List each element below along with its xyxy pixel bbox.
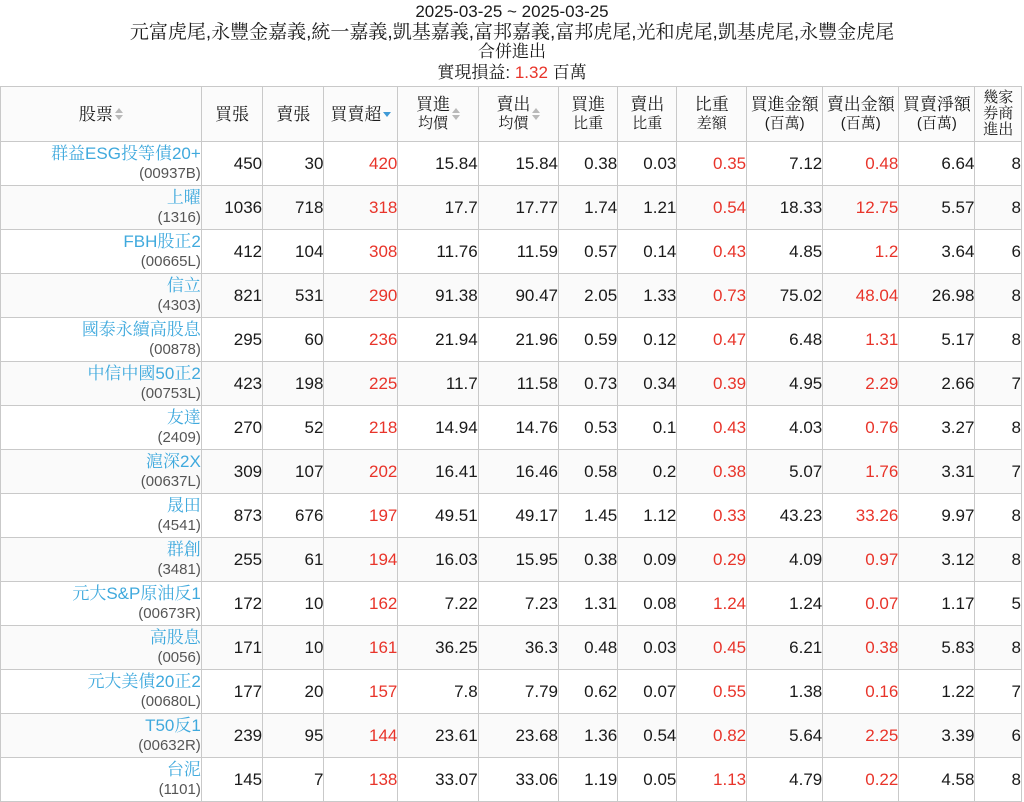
column-header-sell-avg[interactable]: [478, 87, 558, 142]
cell-sell-amount: 2.25: [823, 714, 899, 758]
cell-buy-weight: 0.57: [559, 230, 618, 274]
stock-name[interactable]: 國泰永續高股息: [81, 319, 201, 339]
realized-profit: [0, 62, 1024, 84]
stock-code: (3481): [157, 560, 201, 578]
sort-arrows-icon[interactable]: [532, 108, 540, 120]
column-sublabel: 均價: [418, 115, 449, 132]
cell-buy-lots: 270: [201, 406, 262, 450]
cell-net-lots: 161: [324, 626, 398, 670]
cell-sell-lots: 52: [263, 406, 324, 450]
table-row[interactable]: [1, 230, 1022, 274]
table-row[interactable]: [1, 274, 1022, 318]
table-row[interactable]: [1, 582, 1022, 626]
cell-stock[interactable]: [1, 626, 202, 670]
cell-stock[interactable]: [1, 758, 202, 802]
cell-buy-avg: 16.03: [398, 538, 478, 582]
cell-weight-diff: 0.82: [677, 714, 747, 758]
cell-net-lots: 420: [324, 142, 398, 186]
cell-weight-diff: 0.39: [677, 362, 747, 406]
broker-trading-table: [0, 86, 1022, 802]
stock-name[interactable]: 信立: [166, 275, 201, 295]
column-sublabel: 比重: [573, 115, 604, 132]
cell-buy-amount: 1.24: [747, 582, 823, 626]
cell-sell-weight: 0.08: [618, 582, 677, 626]
stock-code: (0056): [157, 648, 201, 666]
cell-sell-weight: 0.05: [618, 758, 677, 802]
cell-sell-lots: 531: [263, 274, 324, 318]
cell-buy-lots: 171: [201, 626, 262, 670]
cell-broker-count: 8: [975, 538, 1022, 582]
column-header-buy-amount[interactable]: [747, 87, 823, 142]
cell-sell-avg: 49.17: [478, 494, 558, 538]
cell-sell-avg: 33.06: [478, 758, 558, 802]
cell-broker-count: 7: [975, 450, 1022, 494]
cell-buy-weight: 0.38: [559, 142, 618, 186]
cell-sell-avg: 11.58: [478, 362, 558, 406]
cell-broker-count: 8: [975, 274, 1022, 318]
cell-net-amount: 4.58: [899, 758, 975, 802]
cell-buy-avg: 11.7: [398, 362, 478, 406]
cell-weight-diff: 0.38: [677, 450, 747, 494]
column-header-buy-weight[interactable]: [559, 87, 618, 142]
cell-broker-count: 8: [975, 406, 1022, 450]
cell-sell-lots: 60: [263, 318, 324, 362]
merge-label: 合併進出: [478, 42, 546, 61]
cell-stock[interactable]: [1, 186, 202, 230]
cell-buy-weight: 0.53: [559, 406, 618, 450]
cell-sell-weight: 0.2: [618, 450, 677, 494]
cell-net-amount: 3.31: [899, 450, 975, 494]
cell-sell-avg: 11.59: [478, 230, 558, 274]
cell-stock[interactable]: [1, 230, 202, 274]
column-header-sell-amount[interactable]: [823, 87, 899, 142]
cell-net-amount: 2.66: [899, 362, 975, 406]
column-label: 買進金額: [750, 95, 819, 114]
cell-weight-diff: 0.73: [677, 274, 747, 318]
cell-net-amount: 1.17: [899, 582, 975, 626]
cell-sell-lots: 104: [263, 230, 324, 274]
cell-buy-amount: 43.23: [747, 494, 823, 538]
cell-buy-lots: 177: [201, 670, 262, 714]
cell-net-lots: 144: [324, 714, 398, 758]
column-label: 買張: [214, 104, 249, 124]
cell-sell-weight: 0.03: [618, 626, 677, 670]
cell-sell-lots: 10: [263, 582, 324, 626]
column-label: 幾家券商進出: [983, 89, 1014, 138]
cell-sell-lots: 718: [263, 186, 324, 230]
cell-buy-weight: 1.45: [559, 494, 618, 538]
cell-buy-weight: 0.73: [559, 362, 618, 406]
cell-buy-avg: 7.8: [398, 670, 478, 714]
cell-buy-amount: 75.02: [747, 274, 823, 318]
cell-buy-lots: 412: [201, 230, 262, 274]
cell-broker-count: 8: [975, 142, 1022, 186]
cell-stock[interactable]: [1, 406, 202, 450]
table-row[interactable]: [1, 538, 1022, 582]
table-row[interactable]: [1, 758, 1022, 802]
cell-sell-amount: 0.07: [823, 582, 899, 626]
stock-name[interactable]: 晟田: [166, 495, 201, 515]
column-sublabel: 差額: [696, 115, 727, 132]
stock-name[interactable]: 上曜: [166, 187, 201, 207]
cell-sell-lots: 10: [263, 626, 324, 670]
cell-stock[interactable]: [1, 274, 202, 318]
cell-weight-diff: 0.29: [677, 538, 747, 582]
cell-sell-amount: 1.31: [823, 318, 899, 362]
cell-net-lots: 290: [324, 274, 398, 318]
column-sublabel: (百萬): [840, 115, 881, 132]
sort-arrows-icon[interactable]: [115, 108, 123, 120]
cell-buy-amount: 4.85: [747, 230, 823, 274]
cell-sell-weight: 0.03: [618, 142, 677, 186]
stock-code: (00665L): [140, 252, 201, 270]
cell-net-amount: 3.39: [899, 714, 975, 758]
cell-sell-lots: 7: [263, 758, 324, 802]
cell-sell-amount: 33.26: [823, 494, 899, 538]
cell-net-amount: 5.57: [899, 186, 975, 230]
cell-stock[interactable]: [1, 450, 202, 494]
column-label: 買進: [416, 95, 451, 114]
cell-net-lots: 194: [324, 538, 398, 582]
cell-buy-avg: 49.51: [398, 494, 478, 538]
cell-sell-weight: 0.1: [618, 406, 677, 450]
cell-net-lots: 308: [324, 230, 398, 274]
cell-buy-avg: 7.22: [398, 582, 478, 626]
cell-sell-lots: 30: [263, 142, 324, 186]
sort-desc-icon[interactable]: [383, 112, 391, 117]
stock-name[interactable]: 群創: [166, 539, 201, 559]
stock-name[interactable]: 元大S&P原油反1: [72, 583, 201, 603]
table-row[interactable]: [1, 670, 1022, 714]
cell-sell-amount: 2.29: [823, 362, 899, 406]
stock-code: (4541): [157, 516, 201, 534]
cell-sell-lots: 95: [263, 714, 324, 758]
cell-sell-avg: 15.84: [478, 142, 558, 186]
stock-code: (00937B): [139, 164, 201, 182]
cell-sell-weight: 1.33: [618, 274, 677, 318]
cell-weight-diff: 0.43: [677, 406, 747, 450]
column-header-buy-lots[interactable]: [201, 87, 262, 142]
cell-weight-diff: 0.55: [677, 670, 747, 714]
stock-name[interactable]: 滬深2X: [146, 451, 201, 471]
stock-code: (1101): [158, 780, 201, 798]
table-row[interactable]: [1, 362, 1022, 406]
cell-buy-amount: 1.38: [747, 670, 823, 714]
cell-sell-avg: 7.23: [478, 582, 558, 626]
cell-sell-weight: 1.21: [618, 186, 677, 230]
realized-profit-value: 1.32: [514, 63, 548, 82]
cell-buy-lots: 172: [201, 582, 262, 626]
cell-buy-avg: 91.38: [398, 274, 478, 318]
column-header-net-amount[interactable]: [899, 87, 975, 142]
report-header: [0, 0, 1024, 84]
stock-code: (00632R): [138, 736, 201, 754]
cell-sell-amount: 0.76: [823, 406, 899, 450]
cell-weight-diff: 0.35: [677, 142, 747, 186]
cell-buy-lots: 309: [201, 450, 262, 494]
cell-stock[interactable]: [1, 582, 202, 626]
cell-weight-diff: 0.43: [677, 230, 747, 274]
cell-stock[interactable]: [1, 318, 202, 362]
cell-sell-amount: 0.22: [823, 758, 899, 802]
cell-broker-count: 8: [975, 758, 1022, 802]
stock-code: (00673R): [138, 604, 201, 622]
cell-net-amount: 26.98: [899, 274, 975, 318]
cell-buy-lots: 423: [201, 362, 262, 406]
cell-sell-amount: 0.16: [823, 670, 899, 714]
column-header-sell-lots[interactable]: [263, 87, 324, 142]
cell-buy-amount: 6.48: [747, 318, 823, 362]
cell-buy-weight: 0.59: [559, 318, 618, 362]
cell-buy-lots: 295: [201, 318, 262, 362]
stock-code: (00637L): [140, 472, 201, 490]
cell-buy-avg: 16.41: [398, 450, 478, 494]
cell-net-amount: 3.27: [899, 406, 975, 450]
cell-buy-avg: 14.94: [398, 406, 478, 450]
cell-weight-diff: 0.54: [677, 186, 747, 230]
cell-broker-count: 8: [975, 186, 1022, 230]
stock-code: (2409): [157, 428, 201, 446]
cell-sell-avg: 36.3: [478, 626, 558, 670]
column-header-stock[interactable]: [1, 87, 202, 142]
cell-buy-lots: 450: [201, 142, 262, 186]
cell-sell-weight: 0.12: [618, 318, 677, 362]
column-label: 買進: [571, 95, 606, 114]
cell-sell-avg: 17.77: [478, 186, 558, 230]
sort-arrows-icon[interactable]: [452, 108, 460, 120]
cell-sell-lots: 198: [263, 362, 324, 406]
cell-weight-diff: 0.45: [677, 626, 747, 670]
cell-sell-avg: 16.46: [478, 450, 558, 494]
stock-name[interactable]: 高股息: [149, 627, 201, 647]
cell-buy-amount: 4.95: [747, 362, 823, 406]
cell-buy-amount: 5.64: [747, 714, 823, 758]
cell-buy-lots: 145: [201, 758, 262, 802]
cell-sell-amount: 0.97: [823, 538, 899, 582]
cell-buy-weight: 1.74: [559, 186, 618, 230]
cell-sell-avg: 14.76: [478, 406, 558, 450]
stock-name[interactable]: 台泥: [166, 759, 201, 779]
cell-sell-avg: 7.79: [478, 670, 558, 714]
cell-sell-weight: 0.09: [618, 538, 677, 582]
broker-list: 元富虎尾,永豐金嘉義,統一嘉義,凱基嘉義,富邦嘉義,富邦虎尾,光和虎尾,凱基虎尾,永豐金虎尾: [129, 22, 895, 43]
cell-buy-weight: 1.36: [559, 714, 618, 758]
cell-broker-count: 7: [975, 362, 1022, 406]
realized-profit-unit: 百萬: [552, 63, 587, 82]
cell-buy-weight: 0.62: [559, 670, 618, 714]
cell-weight-diff: 0.33: [677, 494, 747, 538]
column-sublabel: (百萬): [916, 115, 957, 132]
column-label: 買賣淨額: [902, 95, 971, 114]
cell-net-amount: 5.17: [899, 318, 975, 362]
cell-sell-lots: 676: [263, 494, 324, 538]
cell-buy-avg: 11.76: [398, 230, 478, 274]
cell-buy-amount: 7.12: [747, 142, 823, 186]
cell-broker-count: 5: [975, 582, 1022, 626]
cell-net-lots: 162: [324, 582, 398, 626]
cell-buy-lots: 239: [201, 714, 262, 758]
stock-name[interactable]: T50反1: [145, 715, 201, 735]
cell-sell-weight: 0.34: [618, 362, 677, 406]
cell-net-lots: 225: [324, 362, 398, 406]
cell-weight-diff: 1.24: [677, 582, 747, 626]
stock-name[interactable]: 中信中國50正2: [87, 363, 201, 383]
column-header-sell-weight[interactable]: [618, 87, 677, 142]
table-row[interactable]: [1, 626, 1022, 670]
cell-net-amount: 9.97: [899, 494, 975, 538]
table-row[interactable]: [1, 714, 1022, 758]
stock-code: (00680L): [140, 692, 201, 710]
cell-sell-lots: 20: [263, 670, 324, 714]
cell-net-lots: 157: [324, 670, 398, 714]
cell-weight-diff: 1.13: [677, 758, 747, 802]
table-row[interactable]: [1, 318, 1022, 362]
table-row[interactable]: [1, 494, 1022, 538]
cell-buy-amount: 4.09: [747, 538, 823, 582]
cell-sell-amount: 1.2: [823, 230, 899, 274]
stock-code: (00753L): [140, 384, 201, 402]
cell-buy-weight: 1.31: [559, 582, 618, 626]
cell-broker-count: 7: [975, 670, 1022, 714]
table-row[interactable]: [1, 450, 1022, 494]
cell-buy-lots: 1036: [201, 186, 262, 230]
cell-stock[interactable]: [1, 362, 202, 406]
cell-buy-lots: 873: [201, 494, 262, 538]
cell-sell-weight: 0.54: [618, 714, 677, 758]
table-header-row: [1, 87, 1022, 142]
cell-buy-lots: 255: [201, 538, 262, 582]
cell-buy-avg: 21.94: [398, 318, 478, 362]
cell-broker-count: 6: [975, 714, 1022, 758]
table-row[interactable]: [1, 406, 1022, 450]
stock-code: (1316): [157, 208, 201, 226]
cell-buy-avg: 23.61: [398, 714, 478, 758]
cell-net-lots: 318: [324, 186, 398, 230]
cell-weight-diff: 0.47: [677, 318, 747, 362]
cell-buy-amount: 4.03: [747, 406, 823, 450]
stock-name[interactable]: 群益ESG投等債20+: [51, 143, 201, 163]
cell-net-lots: 138: [324, 758, 398, 802]
stock-code: (00878): [149, 340, 201, 358]
cell-buy-lots: 821: [201, 274, 262, 318]
column-label: 股票: [78, 104, 113, 124]
cell-sell-lots: 61: [263, 538, 324, 582]
cell-sell-amount: 0.48: [823, 142, 899, 186]
column-label: 賣張: [276, 104, 311, 124]
cell-buy-weight: 0.48: [559, 626, 618, 670]
cell-sell-amount: 1.76: [823, 450, 899, 494]
cell-buy-amount: 4.79: [747, 758, 823, 802]
cell-stock[interactable]: [1, 142, 202, 186]
column-header-buy-avg[interactable]: [398, 87, 478, 142]
cell-buy-amount: 6.21: [747, 626, 823, 670]
column-header-weight-diff[interactable]: [677, 87, 747, 142]
column-sublabel: (百萬): [764, 115, 805, 132]
cell-sell-weight: 0.14: [618, 230, 677, 274]
cell-buy-weight: 0.58: [559, 450, 618, 494]
cell-sell-weight: 1.12: [618, 494, 677, 538]
column-sublabel: 比重: [632, 115, 663, 132]
cell-buy-avg: 33.07: [398, 758, 478, 802]
stock-name[interactable]: FBH股正2: [123, 231, 201, 251]
cell-net-lots: 202: [324, 450, 398, 494]
cell-sell-avg: 90.47: [478, 274, 558, 318]
cell-net-lots: 197: [324, 494, 398, 538]
cell-broker-count: 6: [975, 230, 1022, 274]
stock-name[interactable]: 元大美債20正2: [87, 671, 201, 691]
cell-buy-weight: 2.05: [559, 274, 618, 318]
cell-broker-count: 8: [975, 318, 1022, 362]
cell-buy-weight: 1.19: [559, 758, 618, 802]
cell-stock[interactable]: [1, 494, 202, 538]
cell-net-amount: 3.12: [899, 538, 975, 582]
cell-buy-amount: 5.07: [747, 450, 823, 494]
cell-buy-avg: 15.84: [398, 142, 478, 186]
column-label: 賣出金額: [826, 95, 895, 114]
cell-broker-count: 8: [975, 494, 1022, 538]
cell-sell-avg: 21.96: [478, 318, 558, 362]
cell-stock[interactable]: [1, 538, 202, 582]
cell-net-lots: 236: [324, 318, 398, 362]
cell-sell-avg: 15.95: [478, 538, 558, 582]
cell-sell-amount: 48.04: [823, 274, 899, 318]
cell-sell-avg: 23.68: [478, 714, 558, 758]
column-header-net-lots[interactable]: [324, 87, 398, 142]
column-label: 買賣超: [330, 104, 382, 124]
column-label: 賣出: [496, 95, 531, 114]
cell-sell-amount: 12.75: [823, 186, 899, 230]
cell-sell-weight: 0.07: [618, 670, 677, 714]
cell-buy-amount: 18.33: [747, 186, 823, 230]
cell-net-lots: 218: [324, 406, 398, 450]
table-row[interactable]: [1, 142, 1022, 186]
cell-sell-amount: 0.38: [823, 626, 899, 670]
cell-net-amount: 3.64: [899, 230, 975, 274]
cell-stock[interactable]: [1, 714, 202, 758]
cell-buy-avg: 17.7: [398, 186, 478, 230]
column-label: 比重: [694, 95, 729, 114]
cell-buy-avg: 36.25: [398, 626, 478, 670]
cell-sell-lots: 107: [263, 450, 324, 494]
cell-net-amount: 5.83: [899, 626, 975, 670]
stock-code: (4303): [157, 296, 201, 314]
column-sublabel: 均價: [498, 115, 529, 132]
table-body: [1, 142, 1022, 802]
cell-buy-weight: 0.38: [559, 538, 618, 582]
cell-broker-count: 8: [975, 626, 1022, 670]
column-header-broker-count[interactable]: [975, 87, 1022, 142]
column-label: 賣出: [630, 95, 665, 114]
table-row[interactable]: [1, 186, 1022, 230]
date-range: 2025-03-25 ~ 2025-03-25: [415, 2, 609, 21]
cell-net-amount: 1.22: [899, 670, 975, 714]
cell-stock[interactable]: [1, 670, 202, 714]
stock-name[interactable]: 友達: [166, 407, 201, 427]
cell-net-amount: 6.64: [899, 142, 975, 186]
realized-profit-label: 實現損益:: [437, 63, 511, 82]
